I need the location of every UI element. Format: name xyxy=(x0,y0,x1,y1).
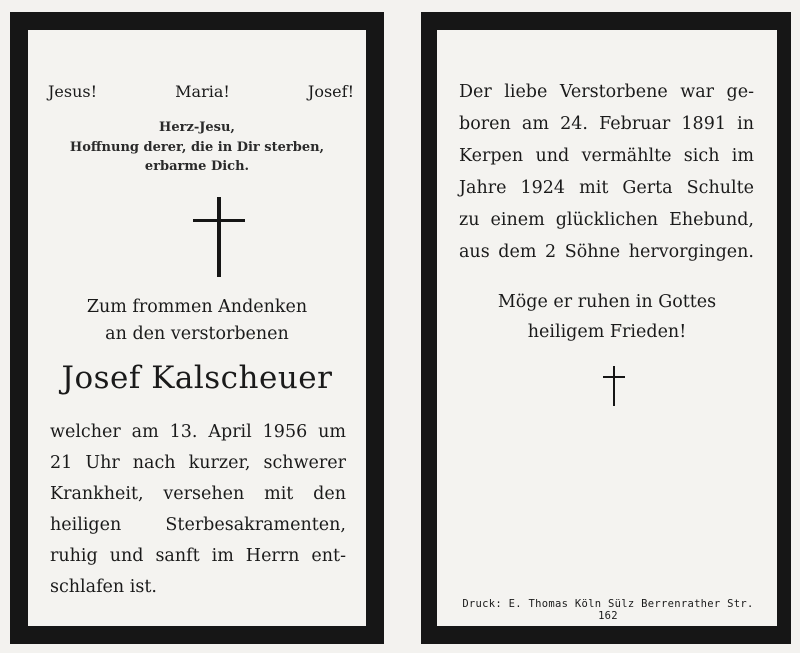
memoriam-line: Zum frommen Andenken xyxy=(86,297,308,317)
prayer xyxy=(28,118,366,177)
cross-icon xyxy=(193,197,245,277)
printer-credit: Druck: E. Thomas Köln Sülz Berrenrather Str. 162 xyxy=(462,598,754,622)
invocations xyxy=(48,82,354,106)
peace-blessing xyxy=(437,287,777,347)
peace-line: Möge er ruhen in Gottes xyxy=(497,292,717,312)
prayer-line: Hoffnung derer, die in Dir sterben, xyxy=(69,139,325,155)
cross-icon xyxy=(603,366,625,406)
biography-line: Kerpen und vermählte sich im xyxy=(459,146,754,166)
death-line: ruhig und sanft im Herrn ent- xyxy=(50,546,346,566)
invocation-maria: Maria! xyxy=(175,82,230,101)
biography-line: zu einem glücklichen Ehebund, xyxy=(459,210,754,230)
biography-line: Jahre 1924 mit Gerta Schulte xyxy=(459,178,754,198)
prayer-line: Herz-Jesu, xyxy=(159,120,235,135)
invocation-josef: Josef! xyxy=(307,82,354,101)
death-line: Krankheit, versehen mit den xyxy=(50,484,346,504)
card-front-paper xyxy=(28,30,366,626)
prayer-line: erbarme Dich. xyxy=(144,159,250,174)
memorial-card-front xyxy=(10,12,384,644)
biography-line: Der liebe Verstorbene war ge- xyxy=(459,82,754,102)
memoriam-heading xyxy=(28,294,366,348)
card-back-paper xyxy=(437,30,777,626)
biography-line: boren am 24. Februar 1891 in xyxy=(459,114,754,134)
deceased-name: Josef Kalscheuer xyxy=(61,360,333,396)
death-line: heiligen Sterbesakramenten, xyxy=(50,515,346,535)
peace-line: heiligem Frieden! xyxy=(527,322,687,342)
invocation-jesus: Jesus! xyxy=(48,82,98,101)
biography-line: aus dem 2 Söhne hervorgingen. xyxy=(459,242,754,262)
death-line: schlafen ist. xyxy=(50,577,157,597)
death-line: welcher am 13. April 1956 um xyxy=(50,422,346,442)
memorial-card-back xyxy=(421,12,791,644)
memoriam-line: an den verstorbenen xyxy=(105,324,289,344)
death-line: 21 Uhr nach kurzer, schwerer xyxy=(50,453,346,473)
